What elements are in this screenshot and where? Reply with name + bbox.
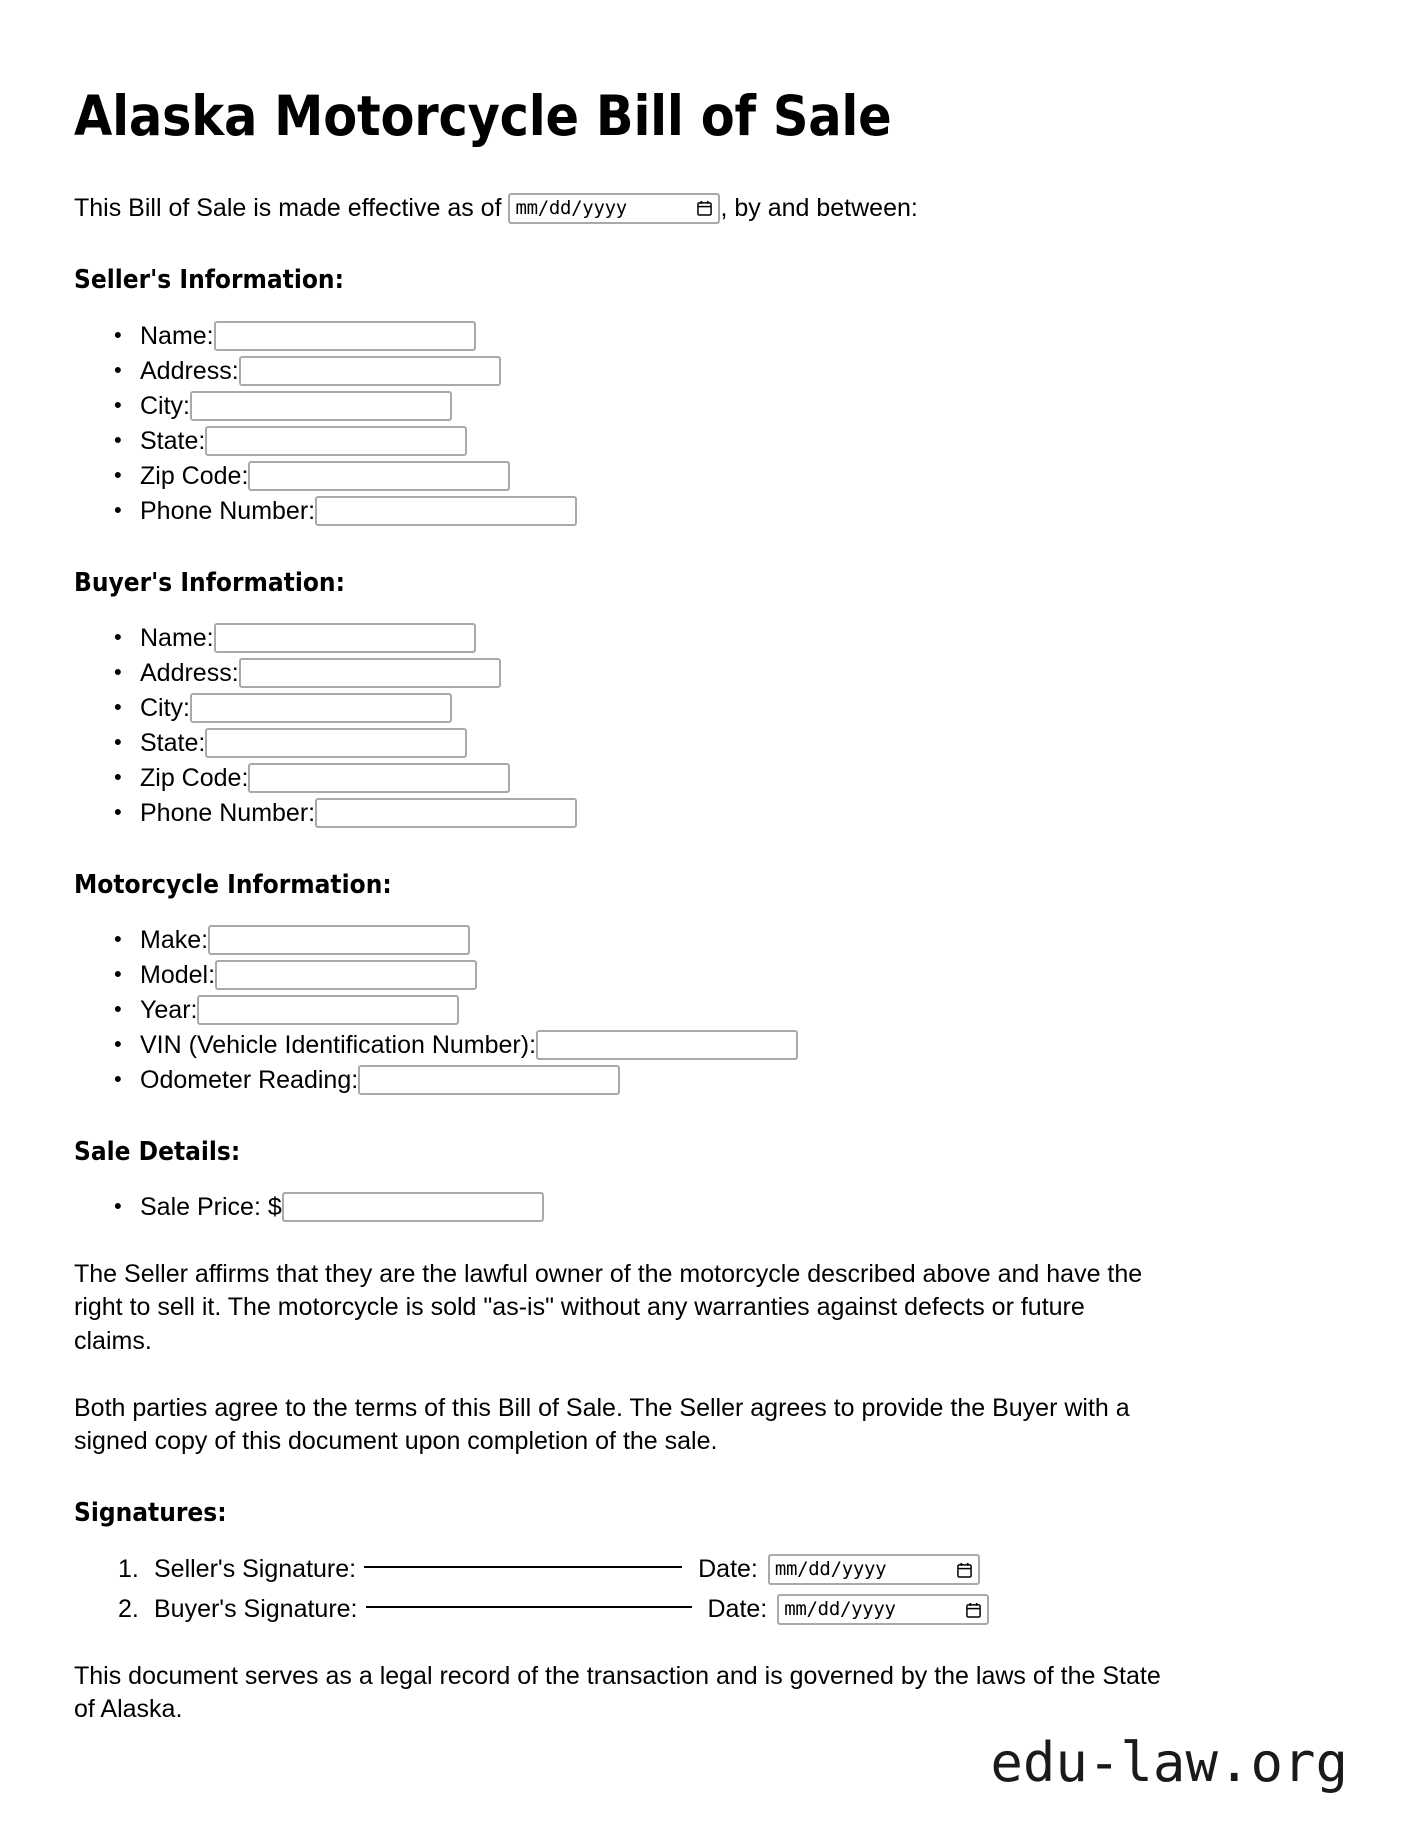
field-row-buyer-city <box>114 691 1342 725</box>
field-row-seller-zip <box>114 459 1342 493</box>
sale-details-section-heading: Sale Details: <box>74 1136 241 1167</box>
field-label: • Make: <box>140 925 209 954</box>
field-label: • VIN (Vehicle Identification Number): <box>140 1030 537 1059</box>
affirmation-paragraph: The Seller affirms that they are the lawful owner of the motorcycle described above and have the right to sell it. The motorcycle is sold "as-is" without any warranties against defects or future claims. <box>74 1260 1143 1355</box>
buyer-signature-date-input[interactable] <box>777 1594 989 1625</box>
field-row-buyer-zip <box>114 761 1342 795</box>
buyer-state-input[interactable] <box>205 728 467 758</box>
buyer-phone-input[interactable] <box>315 798 577 828</box>
field-row-odometer <box>114 1063 1342 1097</box>
signature-label: Seller's Signature: <box>154 1555 357 1584</box>
field-label: • City: <box>140 391 190 420</box>
effective-date-input[interactable] <box>508 193 720 224</box>
seller-section-heading: Seller's Information: <box>74 265 344 296</box>
buyer-section-heading: Buyer's Information: <box>74 567 345 598</box>
agreement-paragraph: Both parties agree to the terms of this Bill of Sale. The Seller agrees to provide the Buyer with a signed copy of this document upon completion of the sale. <box>74 1393 1130 1456</box>
field-label: • Phone Number: <box>140 798 316 827</box>
field-row-year <box>114 993 1342 1027</box>
seller-signature-line[interactable] <box>364 1565 682 1568</box>
buyer-date-placeholder: mm/dd/yyyy <box>784 1598 896 1621</box>
field-label: • Zip Code: <box>140 763 249 792</box>
field-row-seller-address <box>114 354 1342 388</box>
buyer-zip-input[interactable] <box>248 763 510 793</box>
signature-list <box>74 1552 1342 1628</box>
page-title: Alaska Motorcycle Bill of Sale <box>74 84 892 148</box>
buyer-signature-line[interactable] <box>366 1605 692 1608</box>
buyer-name-input[interactable] <box>214 623 476 653</box>
calendar-icon[interactable] <box>966 1602 981 1618</box>
field-label: • Odometer Reading: <box>140 1065 359 1094</box>
field-label: • Model: <box>140 960 216 989</box>
field-label: • Sale Price: $ <box>140 1193 282 1222</box>
effective-date-placeholder: mm/dd/yyyy <box>515 196 627 219</box>
seller-city-input[interactable] <box>190 391 452 421</box>
effective-date-prefix-text: This Bill of Sale is made effective as of <box>74 193 509 222</box>
signatures-section-heading: Signatures: <box>74 1498 227 1529</box>
field-row-buyer-state <box>114 726 1342 760</box>
seller-signature-date-input[interactable] <box>768 1554 980 1585</box>
seller-name-input[interactable] <box>214 321 476 351</box>
date-label: Date: <box>698 1555 758 1584</box>
field-label: • Address: <box>140 356 239 385</box>
signature-row-buyer <box>118 1592 1342 1628</box>
closing-paragraph: This document serves as a legal record of the transaction and is governed by the laws of the State of Alaska. <box>74 1661 1161 1723</box>
calendar-icon[interactable] <box>697 200 712 216</box>
seller-date-placeholder: mm/dd/yyyy <box>774 1558 887 1581</box>
field-row-seller-name <box>114 319 1342 353</box>
make-input[interactable] <box>208 925 470 955</box>
seller-phone-input[interactable] <box>315 496 577 526</box>
motorcycle-section-heading: Motorcycle Information: <box>74 869 392 900</box>
buyer-field-list <box>74 621 1342 830</box>
field-label: • Year: <box>140 995 198 1024</box>
field-row-seller-phone <box>114 494 1342 528</box>
seller-address-input[interactable] <box>239 356 501 386</box>
field-row-seller-city <box>114 389 1342 423</box>
field-row-make <box>114 923 1342 957</box>
seller-state-input[interactable] <box>205 426 467 456</box>
field-label: • City: <box>140 693 190 722</box>
vin-input[interactable] <box>536 1030 798 1060</box>
field-row-buyer-address <box>114 656 1342 690</box>
buyer-address-input[interactable] <box>239 658 501 688</box>
sale-price-input[interactable] <box>282 1192 544 1222</box>
year-input[interactable] <box>197 995 459 1025</box>
effective-date-line <box>74 192 1342 226</box>
field-row-vin <box>114 1028 1342 1062</box>
field-label: • Phone Number: <box>140 496 316 525</box>
motorcycle-field-list <box>74 923 1342 1097</box>
model-input[interactable] <box>215 960 477 990</box>
field-label: • Address: <box>140 658 239 687</box>
sale-details-field-list <box>74 1190 1342 1224</box>
buyer-city-input[interactable] <box>190 693 452 723</box>
odometer-input[interactable] <box>358 1065 620 1095</box>
seller-field-list <box>74 319 1342 528</box>
field-label: • Name: <box>140 623 214 652</box>
field-label: • Zip Code: <box>140 461 249 490</box>
effective-date-suffix-text: , by and between: <box>720 193 918 222</box>
date-label: Date: <box>707 1595 768 1624</box>
field-label: • State: <box>140 728 206 757</box>
field-label: • Name: <box>140 321 214 350</box>
seller-zip-input[interactable] <box>248 461 510 491</box>
signature-label: Buyer's Signature: <box>154 1595 358 1624</box>
field-row-buyer-phone <box>114 796 1342 830</box>
field-row-model <box>114 958 1342 992</box>
field-row-sale-price <box>114 1190 1342 1224</box>
site-watermark: edu-law.org <box>990 1731 1348 1794</box>
field-label: • State: <box>140 426 206 455</box>
field-row-buyer-name <box>114 621 1342 655</box>
calendar-icon[interactable] <box>957 1562 972 1578</box>
field-row-seller-state <box>114 424 1342 458</box>
signature-row-seller <box>118 1552 1342 1588</box>
